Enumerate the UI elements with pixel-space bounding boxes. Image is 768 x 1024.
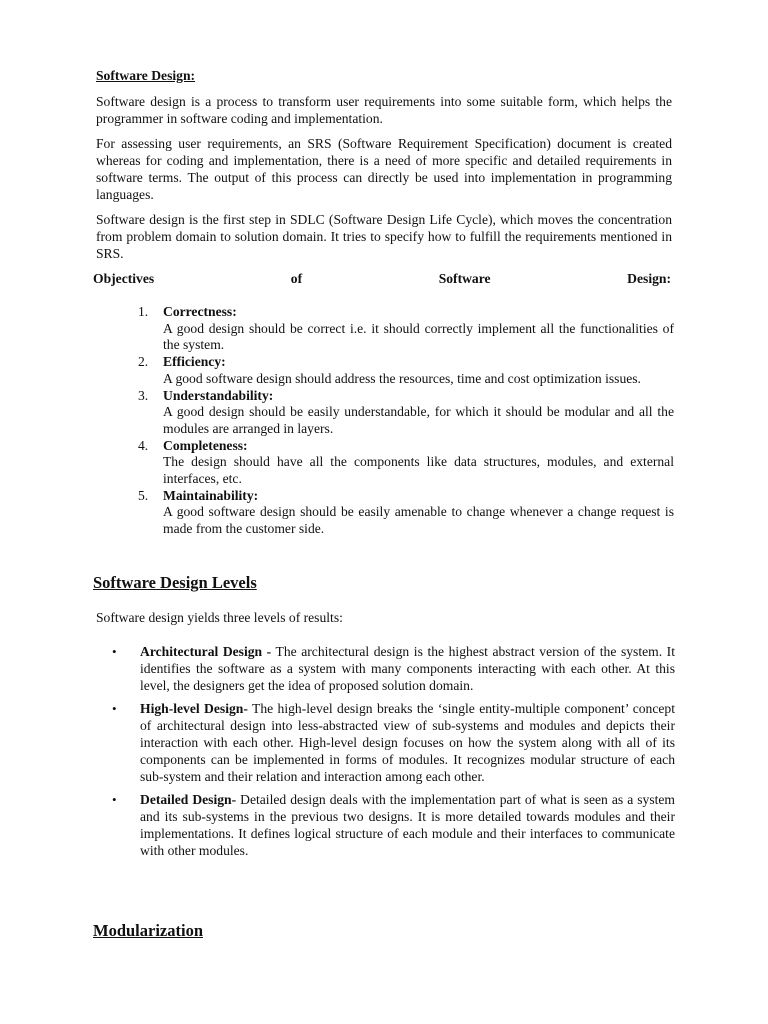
design-levels-list (112, 643, 675, 865)
bullet-icon: • (112, 792, 117, 807)
objective-title: Efficiency: (163, 354, 226, 370)
objective-item (138, 438, 674, 488)
design-levels-heading: Software Design Levels (93, 573, 257, 592)
objective-title: Correctness: (163, 304, 237, 319)
objective-item (138, 388, 674, 438)
modularization-heading: Modularization (93, 921, 203, 940)
design-level-title: Architectural Design - (140, 644, 272, 659)
design-paragraph-1: Software design is a process to transform user requirements into some suitable form, which helps the programmer in software coding and implementation. (96, 94, 672, 126)
design-level-title: Detailed Design- (140, 792, 237, 807)
objective-item (138, 488, 674, 538)
objective-number: 4. (138, 437, 149, 453)
design-paragraph-3: Software design is the first step in SDLC (Software Design Life Cycle), which moves the concentration from problem domain to solution domain. It tries to specify how to fulfill the requirements mentioned in SRS. (96, 212, 672, 261)
design-levels-intro: Software design yields three levels of results: (96, 610, 343, 625)
objective-title: Maintainability: (163, 487, 259, 503)
objective-title: Completeness: (163, 437, 248, 453)
design-level-item (112, 700, 675, 785)
objectives-heading-word: of (290, 271, 303, 286)
objectives-heading (93, 270, 671, 287)
design-level-text: The architectural design is the highest abstract version of the system. It identifies the software as a system with many components interacting with each other. At this level, the designers get the idea of proposed solution domain. (140, 644, 675, 693)
objective-number: 1. (138, 304, 149, 319)
design-level-item (112, 791, 675, 859)
design-level-item (112, 643, 675, 694)
objectives-list (138, 304, 674, 538)
objectives-heading-word: Software (438, 271, 491, 286)
design-paragraph-2: For assessing user requirements, an SRS (Software Requirement Specification) document is created whereas for coding and implementation, there is a need of more specific and detailed requirements in software terms. The output of this process can directly be used into implementation in programming languages. (96, 136, 672, 202)
design-level-text: Detailed design deals with the implementation part of what is seen as a system and its sub-systems in the previous two designs. It is more detailed towards modules and their implementations. It defines logical structure of each module and their interfaces to communicate with other modules. (140, 792, 675, 858)
design-level-title: High-level Design- (140, 701, 248, 716)
objective-text: The design should have all the components like data structures, modules, and external interfaces, etc. (163, 454, 674, 487)
objective-title: Understandability: (163, 387, 274, 403)
objective-number: 3. (138, 387, 149, 403)
objective-number: 5. (138, 487, 149, 503)
objective-text: A good software design should address the resources, time and cost optimization issues. (163, 370, 641, 386)
objective-text: A good design should be easily understandable, for which it should be modular and all the modules are arranged in layers. (163, 404, 674, 436)
bullet-icon: • (112, 701, 117, 716)
design-level-text: The high-level design breaks the ‘single entity-multiple component’ concept of architectural design into less-abstracted view of sub-systems and modules and depicts their interaction with each other. High-level design focuses on how the system along with all of its components can be implemented in forms of modules. It recognizes modular structure of each sub-system and their relation and interaction among each other. (140, 701, 675, 784)
objectives-heading-word: Design: (627, 271, 671, 286)
objective-number: 2. (138, 354, 149, 370)
bullet-icon: • (112, 644, 117, 659)
software-design-heading: Software Design: (96, 68, 196, 83)
objective-item (138, 304, 674, 354)
objectives-heading-word: Objectives (93, 271, 155, 286)
objective-item (138, 354, 674, 387)
objective-text: A good design should be correct i.e. it should correctly implement all the functionalities of the system. (163, 320, 674, 353)
objective-text: A good software design should be easily amenable to change whenever a change request is made from the customer side. (163, 504, 674, 537)
